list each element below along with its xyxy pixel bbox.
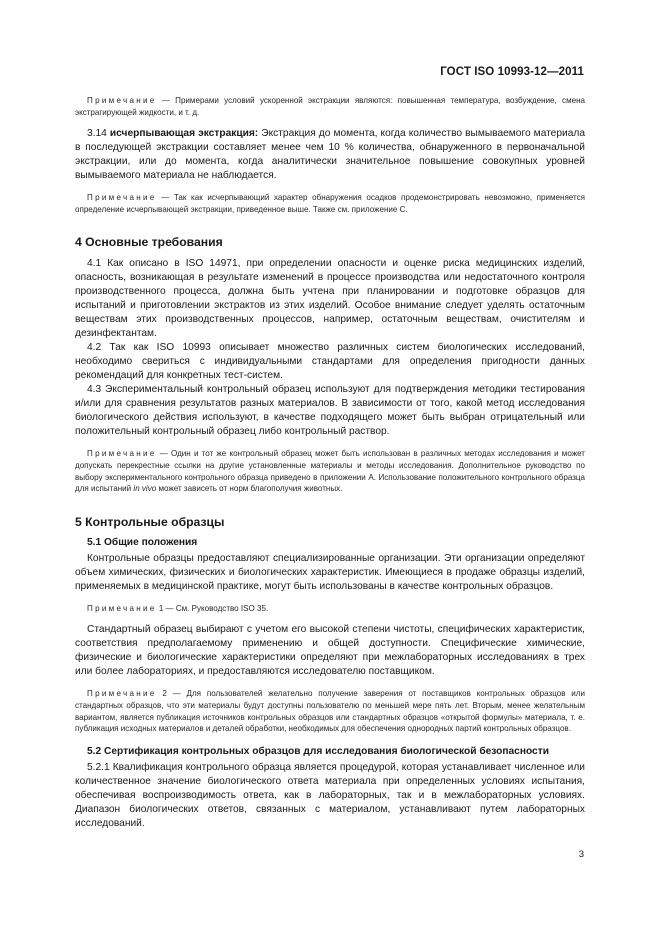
paragraph-5-1-a: Контрольные образцы предоставляют специализированные организации. Эти организации определяют объем химических, физических и биологических характеристик. Имеющиеся в продаже образцы изделий, применяемых в медицинской практике, могут быть использованы в качестве контрольных образцов. [75,552,585,592]
page-content [75,95,585,831]
paragraph-3-14 [75,127,585,183]
term-exhaustive-extraction: исчерпывающая экстракция: [109,128,259,140]
note-italic-term: in vivo [133,484,157,494]
note-control-sample [75,448,585,494]
note-text: — Так как исчерпывающий характер обнаружения осадков продемонстрировать невозможно, применяется определение исчерпывающей экстракции, приведенное выше. Также см. приложение С. [75,193,585,214]
clause-number: 3.14 [87,128,107,140]
paragraph-5-2-1: 5.2.1 Квалификация контрольного образца является процедурой, которая устанавливает численное или количественное значение биологического ответа материала при определенных условиях испытания, обеспечивая воспроизводимость ответа, как в лабораторных, так и в межлабораторных условиях. Диапазон биологических ответов, связанных с материалом, устанавливают путем лабораторных исследований. [75,761,585,829]
paragraph-4-3: 4.3 Экспериментальный контрольный образец используют для подтверждения методики тестирования и/или для сравнения результатов разных материалов. В зависимости от того, какой метод исследования биологического действия используют, в качестве подходящего может быть выбран отрицательный или положительный контрольный образец либо контрольный раствор. [75,384,585,438]
note-exhaustive-extraction [75,192,585,215]
note-supplier-assurance [75,688,585,734]
page-number: 3 [578,849,584,860]
paragraph-4-1: 4.1 Как описано в ISO 14971, при определении опасности и оценке риска медицинских изделий, опасность, возникающая в результате изменений в процессе производства или недостаточного контроля производственного процесса, должна быть учтена при планировании и подготовке образцов для испытаний и приготовлении экстрактов из этих изделий. Особое внимание следует уделять остаточным веществам этих производственных процессов, например, остаточным веществам, очистителям и дезинфектантам. [75,258,585,340]
note-label: Примечание [87,603,157,613]
paragraph-5-1-b: Стандартный образец выбирают с учетом его высокой степени чистоты, специфических характеристик, соответствия предполагаемому применению и общей доступности. Специфические химические, физические и биологические характеристики определяют при межлабораторных исследованиях в трех или более лабораториях, и предоставляются исследователю поставщиком. [75,624,585,678]
section-5-1-heading: 5.1 Общие положения [87,536,198,548]
section-4-heading: 4 Основные требования [75,235,223,250]
note-text-end: может зависеть от норм благополучия животных. [158,484,343,494]
paragraph-4-2: 4.2 Так как ISO 10993 описывает множество различных систем биологических исследований, необходимо свериться с индивидуальными стандартами для определения пригодности данных рекомендаций для конкретных тест-систем. [75,342,585,382]
note-text: 1 — См. Руководство ISO 35. [158,603,269,613]
note-label: Примечание [87,689,157,699]
note-label: Примечание [87,193,157,203]
note-accelerated-extraction [75,95,585,118]
note-text: — Один и тот же контрольный образец может быть использован в различных методах исследования и может допускать перекрестные ссылки на другие установленные материалы и методы исследования. Дополнительное руководство по выбору экспериментального контрольного образца приведено в приложении А. Использование положительного контрольного образца для испытаний [75,449,585,494]
note-guide-iso-35 [75,603,585,615]
note-text: — Примерами условий ускоренной экстракции являются: повышенная температура, возбуждение, смена экстрагирующей жидкости, и т. д. [75,96,585,117]
section-5-2-heading: 5.2 Сертификация контрольных образцов для исследования биологической безопасности [87,745,549,757]
note-text: 2 — Для пользователей желательно получение заверения от поставщиков контрольных образцов или стандартных образцов, что эти материалы будут доступны пользователю по меньшей мере пять лет. Вторым, менее желательным вариантом, является публикация источников контрольных образцов или стандартных образцов «открытой формулы» материала, т. е. публикация исходных материалов и деталей обработки, необходимых для обеспечения однородных партий контрольных образцов. [75,689,585,734]
standard-header: ГОСТ ISO 10993-12—2011 [440,66,584,78]
term-definition: Экстракция до момента, когда количество вымываемого материала в последующей экстракции составляет менее чем 10 % количества, обнаруженного в первоначальной экстракции, или до момента, когда аналитически значительное повышение совокупных уровней вымываемого материала не наблюдается. [75,128,585,182]
note-label: Примечание [87,96,157,105]
note-label: Примечание [87,449,157,459]
section-5-heading: 5 Контрольные образцы [75,514,225,529]
